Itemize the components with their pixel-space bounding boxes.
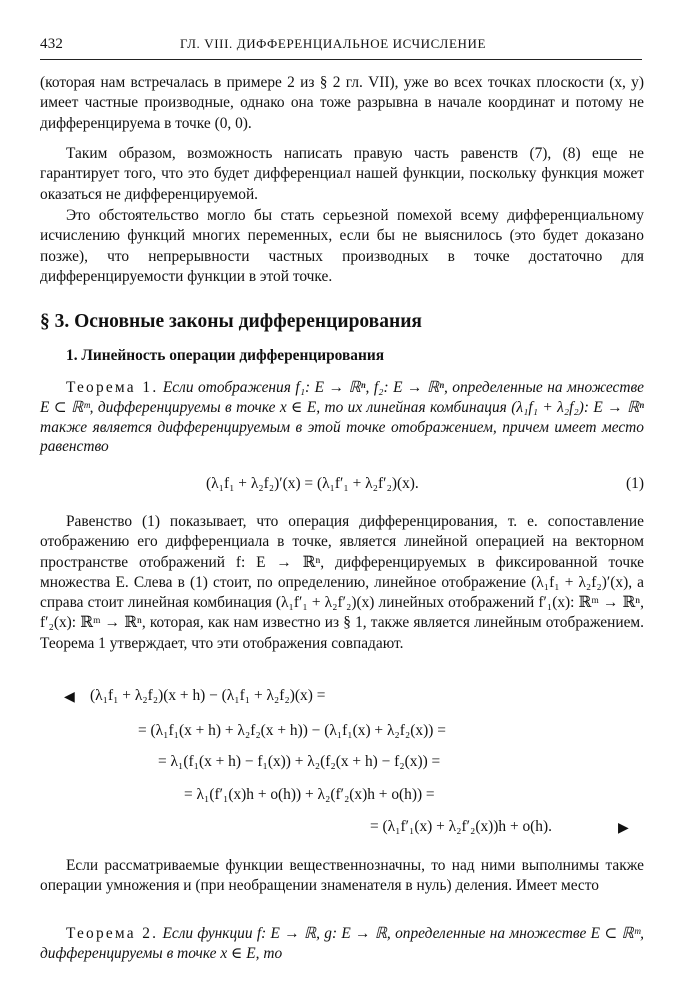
proof-start-icon: ◀ — [64, 690, 75, 705]
running-title: ГЛ. VIII. ДИФФЕРЕНЦИАЛЬНОЕ ИСЧИСЛЕНИЕ — [180, 36, 487, 51]
theorem-1 — [40, 378, 644, 457]
equation-1-number: (1) — [626, 475, 644, 492]
subsection-title: 1. Линейность операции дифференцирования — [66, 347, 385, 364]
paragraph-2: Таким образом, возможность написать правую часть равенств (7), (8) еще не гарантирует того, что это будет дифференциал нашей функции, поскольку функция может оказаться не дифференцируемой. — [40, 145, 644, 203]
equation-1: (λ₁f₁ + λ₂f₂)′(x) = (λ₁f′₁ + λ₂f′₂)(x). — [206, 475, 419, 492]
header-rule — [40, 59, 642, 60]
theorem-1-label: Теорема 1. — [66, 379, 159, 396]
paragraph-3: Это обстоятельство могло бы стать серьезной помехой всему дифференциальному исчислению функций многих переменных, если бы не выяснилось (это будет доказано позже), что непрерывности частных производных в точке достаточно для дифференцируемости функции в этой точке. — [40, 207, 644, 285]
theorem-2-label: Теорема 2. — [66, 925, 159, 942]
proof-line-1: (λ₁f₁ + λ₂f₂)(x + h) − (λ₁f₁ + λ₂f₂)(x) = — [90, 687, 326, 704]
proof-line-4: = λ₁(f′₁(x)h + o(h)) + λ₂(f′₂(x)h + o(h)) = — [184, 786, 435, 803]
paragraph-after-proof: Если рассматриваемые функции вещественнозначны, то над ними выполнимы также операции умножения и (при необращении знаменателя в нуль) деления. Имеет место — [40, 857, 644, 895]
theorem-2 — [40, 924, 644, 964]
proof-line-3: = λ₁(f₁(x + h) − f₁(x)) + λ₂(f₂(x + h) − f₂(x)) = — [158, 753, 441, 770]
theorem-2-text: Если функции f: E → ℝ, g: E → ℝ, определенные на множестве E ⊂ ℝᵐ, дифференцируемы в точке x ∈ E, то — [40, 925, 644, 962]
section-title: § 3. Основные законы дифференцирования — [40, 311, 422, 332]
theorem-1-text: Если отображения f₁: E → ℝⁿ, f₂: E → ℝⁿ, определенные на множестве E ⊂ ℝᵐ, дифференцируемы в точке x ∈ E, то их линейная комбинация (λ₁f₁ + λ₂f₂): E → ℝⁿ также является дифференцируемым в этой точке отображением, причем имеет место равенство — [40, 379, 644, 456]
proof-line-5: = (λ₁f′₁(x) + λ₂f′₂(x))h + o(h). — [370, 818, 552, 835]
page-number: 432 — [40, 36, 64, 52]
paragraph-1: (которая нам встречалась в примере 2 из § 2 гл. VII), уже во всех точках плоскости (x, y) имеет частные производные, однако она тоже разрывна в начале координат и потому не дифференцируема в точке (0, 0). — [40, 74, 644, 132]
paragraph-after-equation: Равенство (1) показывает, что операция дифференцирования, т. е. сопоставление отображению его дифференциала в точке, является линейной операцией на векторном пространстве отображений f: E → ℝⁿ, дифференцируемых в фиксированной точке множества E. Слева в (1) стоит, по определению, линейное отображение (λ₁f₁ + λ₂f₂)′(x), а справа стоит линейная комбинация (λ₁f′₁ + λ₂f′₂)(x) линейных отображений f′₁(x): ℝᵐ → ℝⁿ, f′₂(x): ℝᵐ → ℝⁿ, которая, как нам известно из § 1, также является линейным отображением. Теорема 1 утверждает, что эти отображения совпадают. — [40, 513, 644, 652]
proof-end-icon: ▶ — [618, 821, 629, 836]
proof-line-2: = (λ₁f₁(x + h) + λ₂f₂(x + h)) − (λ₁f₁(x) + λ₂f₂(x)) = — [138, 722, 446, 739]
